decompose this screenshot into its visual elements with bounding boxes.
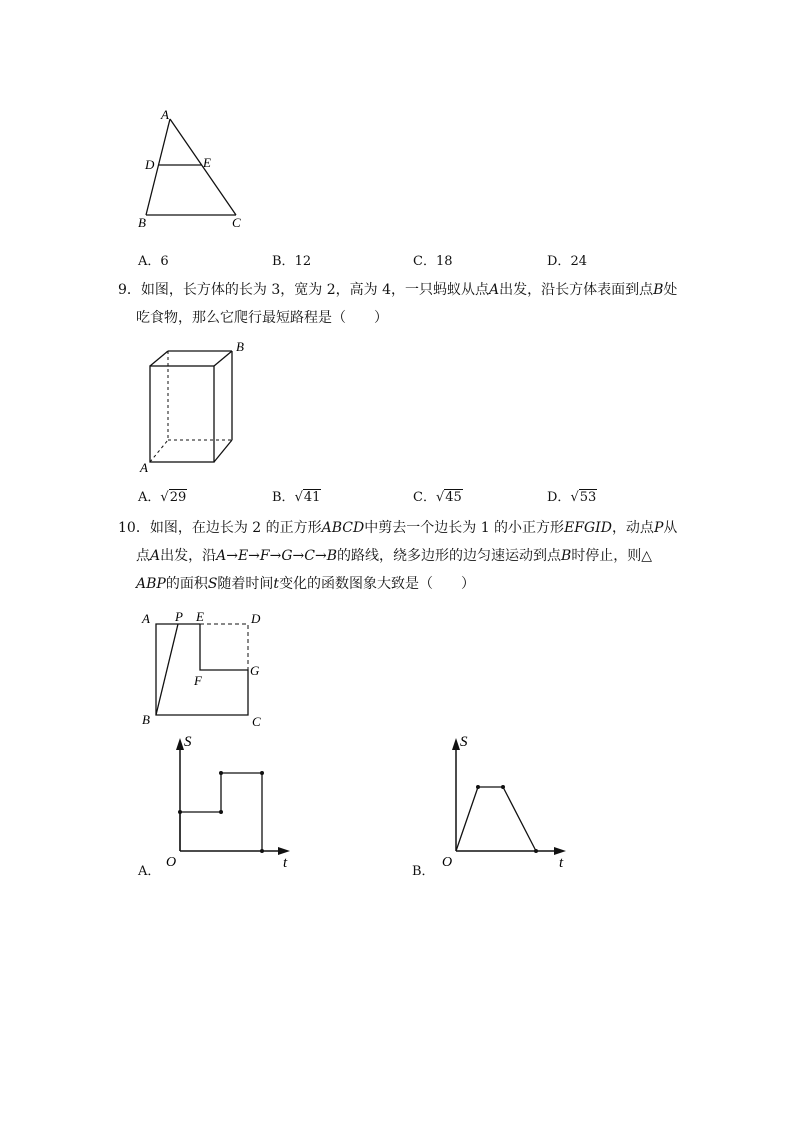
q10-line-1 [118, 514, 688, 542]
q10-text-3d: 随着时间 [217, 576, 274, 592]
q9-option-c-radicand: 45 [445, 490, 462, 505]
q10-text-1c: 中剪去一个边长为 1 的小正方形 [364, 520, 565, 536]
q8-label-b: B [138, 215, 146, 230]
q10-label-b: B [142, 712, 150, 727]
q9-text-1c: 出发，沿长方体表面到点 [499, 282, 654, 298]
q10-graph-a [160, 730, 300, 870]
q8-label-c: C [232, 215, 241, 230]
q10-graph-a-point [178, 810, 182, 814]
q10-graph-b [436, 730, 576, 870]
q10-label-c: C [252, 714, 261, 729]
q10-graph-a-label-t: t [283, 855, 288, 870]
q10-removed-square [200, 624, 248, 670]
q8-option-d-letter: D． [547, 254, 571, 269]
sqrt-icon: √ [160, 490, 169, 505]
q9-option-a-radicand: 29 [169, 490, 187, 505]
q8-option-b-value: 12 [294, 254, 312, 269]
q9-front-face [150, 366, 214, 462]
q9-line-1 [118, 276, 678, 304]
q9-text-1e: 处 [663, 282, 678, 298]
q10-polygon-outline [156, 624, 248, 715]
q10-text-3b: 的面积 [165, 576, 208, 592]
q10-var-t: t [273, 576, 280, 592]
q9-line-2: 吃食物，那么它爬行最短路程是（ ） [136, 310, 388, 326]
q10-option-a[interactable]: A． [138, 864, 161, 879]
q10-line-2 [118, 542, 688, 570]
q9-label-a: A [140, 460, 148, 475]
q9-option-d[interactable] [547, 486, 597, 505]
q8-option-c-value: 18 [435, 254, 453, 269]
q10-option-b[interactable]: B． [412, 864, 435, 879]
q8-option-b[interactable] [272, 250, 311, 269]
y-axis-arrow-icon [452, 738, 460, 750]
q8-option-a-letter: A． [138, 254, 161, 269]
y-axis-arrow-icon [176, 738, 184, 750]
q10-graph-a-point [219, 771, 223, 775]
q9-option-a[interactable] [138, 486, 187, 505]
q9-label-b: B [236, 339, 244, 354]
q10-graph-b-label-s: S [460, 734, 468, 750]
q10-graph-b-point [476, 785, 480, 789]
q10-point-p: P [653, 520, 664, 536]
q8-option-b-letter: B． [272, 254, 295, 269]
q10-text-2a: 点 [136, 548, 150, 564]
q9-option-d-radicand: 53 [579, 490, 597, 505]
q9-text-1a: 如图，长方体的长为 3，宽为 2，高为 4，一只蚂蚁从点 [140, 282, 489, 298]
q9-point-b: B [653, 282, 664, 298]
sqrt-icon: √ [570, 490, 579, 505]
q10-point-a: A [150, 548, 161, 564]
q9-option-d-letter: D． [547, 490, 571, 505]
q8-option-c[interactable] [413, 250, 453, 269]
q9-point-a: A [489, 282, 500, 298]
q10-label-e: E [196, 609, 204, 624]
q10-graph-b-label-o: O [442, 855, 453, 870]
q9-option-c[interactable] [413, 486, 463, 505]
q10-label-p: P [175, 609, 183, 624]
q9-option-b-letter: B． [272, 490, 295, 505]
x-axis-arrow-icon [278, 847, 290, 855]
x-axis-arrow-icon [554, 847, 566, 855]
q10-question-text [118, 514, 688, 598]
sqrt-icon: √ [294, 490, 303, 505]
q10-text-1g: 从 [663, 520, 678, 536]
q9-option-b-radicand: 41 [303, 490, 321, 505]
q10-text-2c: 出发，沿 [160, 548, 217, 564]
q9-option-c-letter: C． [413, 490, 436, 505]
q10-graph-a-point [260, 849, 264, 853]
q10-graph-a-point [260, 771, 264, 775]
q10-label-d: D [251, 611, 261, 626]
q8-option-d[interactable] [547, 250, 587, 269]
q8-triangle-figure [130, 105, 260, 230]
q10-graph-b-label-t: t [559, 855, 564, 870]
q10-square-abcd: ABCD [321, 520, 365, 536]
q10-square-figure [136, 604, 276, 730]
q10-text-2f: 时停止，则△ [571, 548, 653, 564]
q10-text-2d: 的路线，绕多边形的边匀速运动到点 [337, 548, 562, 564]
q9-top-edge-right [214, 351, 232, 366]
q9-hidden-edge-depth [150, 440, 168, 462]
q10-text-3f: 变化的函数图象大致是（ ） [279, 576, 476, 592]
q9-top-edge-left [150, 351, 168, 366]
q10-segment-bp [156, 624, 178, 715]
q10-graph-b-curve [456, 787, 536, 851]
q8-label-a: A [161, 107, 169, 122]
q10-label-f: F [194, 673, 202, 688]
q10-var-s: S [207, 576, 218, 592]
q9-question-text [118, 276, 678, 332]
q8-option-c-letter: C． [413, 254, 436, 269]
q10-label-a: A [142, 611, 150, 626]
q10-graph-a-point [219, 810, 223, 814]
q8-label-d: D [145, 157, 155, 172]
q10-number: 10． [118, 520, 150, 536]
q8-option-d-value: 24 [570, 254, 587, 269]
q10-line-3 [118, 570, 688, 598]
q10-point-b: B [561, 548, 572, 564]
q10-square-efgid: EFGID [564, 520, 612, 536]
sqrt-icon: √ [435, 490, 445, 505]
q8-option-a[interactable] [138, 250, 169, 269]
q10-label-g: G [250, 663, 260, 678]
q9-option-b[interactable] [272, 486, 321, 505]
q10-text-1a: 如图，在边长为 2 的正方形 [149, 520, 322, 536]
q10-text-1e: ，动点 [611, 520, 654, 536]
q10-path: A→E→F→G→C→B [216, 548, 338, 564]
q8-label-e: E [203, 155, 211, 170]
q10-graph-a-label-s: S [184, 734, 192, 750]
q9-cuboid-figure [136, 336, 256, 476]
q10-graph-b-point [501, 785, 505, 789]
q10-triangle-abp: ABP [136, 576, 166, 592]
q8-option-a-value: 6 [160, 254, 169, 269]
q9-right-edge-bottom [214, 440, 232, 462]
q9-option-a-letter: A． [138, 490, 161, 505]
q10-graph-a-label-o: O [166, 855, 177, 870]
q10-graph-b-point [534, 849, 538, 853]
q9-number: 9． [118, 282, 141, 298]
